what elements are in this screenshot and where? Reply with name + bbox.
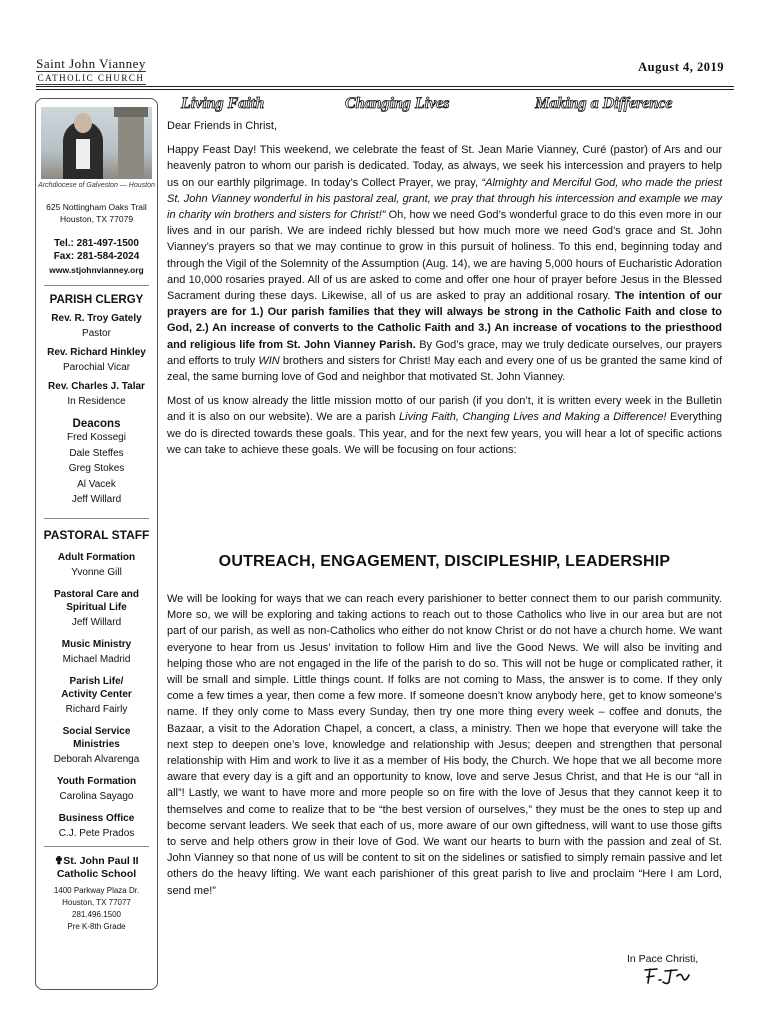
pastor-signature	[641, 966, 693, 991]
staff-name: Yvonne Gill	[71, 566, 122, 578]
motto-making-difference: Making a Difference	[535, 95, 673, 112]
header-rule-bottom	[36, 89, 734, 90]
staff-dept: Youth Formation	[56, 775, 137, 787]
website-link[interactable]: www.stjohnvianney.org	[49, 265, 144, 275]
school-phone: 281.496.1500	[72, 909, 121, 919]
staff-name: Jeff Willard	[71, 616, 122, 628]
clergy-role: Parochial Vicar	[62, 362, 131, 373]
deacon-name: Dale Steffes	[69, 447, 124, 459]
motto-living-faith: Living Faith	[181, 95, 265, 112]
staff-heading: PASTORAL STAFF	[43, 527, 150, 542]
bulletin-date: August 4, 2019	[638, 60, 724, 74]
staff-name: Carolina Sayago	[59, 790, 134, 802]
clergy-name: Rev. Richard Hinkley	[47, 347, 146, 358]
pastor-letter	[167, 118, 722, 458]
deacon-name: Fred Kossegi	[67, 432, 126, 443]
staff-dept: Social Service Ministries	[62, 725, 131, 750]
clergy-name: Rev. R. Troy Gately	[51, 313, 142, 324]
text-run: Most of us know already the little mission motto of our parish (if you don’t, it is written every week in the Bulletin and it is also on our website). We are a parish	[167, 395, 722, 424]
patron-photo	[41, 107, 152, 179]
divider	[44, 846, 149, 847]
motto-changing-lives: Changing Lives	[345, 95, 450, 112]
text-run: Everything we do is directed towards these goals. This year, and for the next few years, you will hear a lot of specific actions we can take to achieve these goals. We will be focusing on four actions:	[167, 411, 722, 456]
collect-prayer-quote: “Almighty and Merciful God, who made the priest St. John Vianney wonderful in his pastoral zeal, grant, we pray that through his intercession and example we may in charity win brothers and sisters for Christ!”	[167, 176, 723, 222]
school-name: ✟St. John Paul II Catholic School	[54, 854, 139, 880]
deacon-name: Greg Stokes	[68, 463, 125, 474]
contact-phones	[36, 237, 157, 263]
letter-paragraph-2	[167, 393, 722, 458]
school-info	[36, 885, 157, 933]
deacon-name: Jeff Willard	[71, 494, 122, 505]
letter-greeting: Dear Friends in Christ,	[167, 120, 278, 132]
staff-name: Deborah Alvarenga	[53, 753, 140, 765]
staff-dept: Pastoral Care and Spiritual Life	[53, 588, 140, 613]
staff-name: C.J. Pete Prados	[58, 827, 135, 839]
address-line: 625 Nottingham Oaks Trail	[46, 202, 147, 212]
clergy-heading: PARISH CLERGY	[49, 294, 144, 306]
address-city: Houston, TX 77079	[59, 214, 134, 224]
text-run: brothers and sisters for Christ! May each and every one of us be granted the same kind of zeal, the same burning love of God and neighbor that motivated St. John Vianney.	[167, 354, 723, 384]
church-tower-image	[118, 111, 144, 179]
staff-dept: Adult Formation	[57, 551, 136, 563]
staff-dept: Business Office	[58, 812, 135, 824]
text-run: By God’s grace, may we truly dedicate ourselves, our prayers and efforts to truly	[167, 338, 722, 367]
sidebar-directory	[35, 98, 158, 990]
letter-paragraph-1	[167, 142, 722, 385]
letter-closing: In Pace Christi,	[627, 953, 699, 965]
school-address: 1400 Parkway Plaza Dr.	[53, 885, 140, 895]
school-grades: Pre K-8th Grade	[67, 921, 126, 931]
logo-title: Saint John Vianney	[36, 56, 146, 71]
outreach-text: We will be looking for ways that we can reach every parishioner to better connect them to our parish community. More so, we will be exploring and taking actions to reach out to those Catholics who live in our area but are not part of our parish, as well as non-Catholics who either do not know Christ or do not have a church home. We want everyone to hear from us Jesus’ invitation to follow Him and live the Good News. We will also be inviting and helping those who are not engaged in the life of the parish to do so. This will not be huge or complicated rather, it will be small and simple. Little things count. If folks are not coming to Mass, the answer is to come. If they only come a few times a year, then come a few more. If someone doesn’t know anybody here, get to know someone’s name. If they only come to Mass every Sunday, then try one more thing every week – coffee and donuts, the Bazaar, a visit to the Adoration Chapel, a concert, a class, a ministry. Then we hope that everyone will take the next step to deepen one’s love, knowledge and relationship with Jesus; deepen and strengthen that personal relationship with Him and work to live it as a member of His body, the Church. We hope that we all become more aware that every day is a gift and an opportunity to know, love and serve Jesus Christ, and that He is our “all in all”! Lastly, we want to have more and more people so on fire with the love of Jesus that they cannot keep it to themselves and come to realize that to be “the best version of ourselves,” they must be the ones to step up and become servant leaders. We seek that each of us, more aware of our own giftedness, will want to use those gifts to serve and help others grow in their love of God. We want our hearts to burn with the passion and zeal of St. John Vianney so that none of us will be content to sit on the sidelines or satisfied to simply remain passive and let others do the heavy lifting. We want each parishioner of this great parish to live and proclaim “Here I am Lord, send me!”	[167, 593, 722, 897]
photo-caption: Archdiocese of Galveston — Houston	[38, 182, 155, 189]
priest-figure-image	[63, 121, 103, 179]
staff-dept: Music Ministry	[61, 638, 132, 650]
letter-paragraph-3	[167, 580, 722, 910]
text-run: Oh, how we need God’s wonderful grace to do this even more in our lives and in our parish. We are indeed richly blessed but how much more we need God’s grace and St. John Vianney’s prayers so that we may continue to grow in this pursuit of holiness. To this end, beginning today and through the Vigil of the Solemnity of the Assumption (Aug. 14), we are having 5,000 hours of Eucharistic Adoration and 10,000 rosaries prayed. All of us are asked to come and offer one hour of prayer before Jesus in the Blessed Sacrament during these days. Likewise, all of us are asked to pray an additional rosary.	[167, 209, 722, 303]
clergy-name: Rev. Charles J. Talar	[48, 381, 145, 392]
section-heading: OUTREACH, ENGAGEMENT, DISCIPLESHIP, LEADERSHIP	[218, 553, 671, 570]
logo-subtitle: CATHOLIC CHURCH	[37, 73, 145, 83]
staff-dept: Parish Life/ Activity Center	[61, 675, 132, 700]
prayer-intentions: The intention of our prayers are for 1.) Our parish families that they will always be strong in the Catholic Faith and close to God, 2.) An increase of converts to the Catholic Faith and 3.) An increase of vocations to the priesthood and religious life from St. John Vianney Parish.	[167, 290, 722, 351]
divider	[44, 518, 149, 519]
deacons-heading: Deacons	[72, 418, 121, 430]
staff-name: Michael Madrid	[62, 653, 131, 665]
deacon-name: Al Vacek	[77, 478, 116, 490]
fax-number: Fax: 281-584-2024	[53, 251, 140, 262]
tel-number: Tel.: 281-497-1500	[54, 238, 139, 249]
clergy-role: In Residence	[67, 396, 126, 407]
text-run: Happy Feast Day! This weekend, we celebrate the feast of St. Jean Marie Vianney, Curé (pastor) of Ars and our heavenly patron to whom our parish is dedicated. Today, as always, we seek his intercession and prayers to help us on our earthly pilgrimage. In today’s Collect Prayer, we pray,	[167, 144, 722, 189]
school-city: Houston, TX 77077	[62, 897, 131, 907]
clergy-role: Pastor	[82, 328, 111, 339]
parish-address	[36, 201, 157, 225]
emphasis-win: WIN	[258, 354, 280, 367]
staff-name: Richard Fairly	[65, 703, 128, 715]
header-rule-top	[36, 86, 734, 87]
parish-motto-quote: Living Faith, Changing Lives and Making a Difference!	[399, 411, 667, 424]
parish-logo	[36, 57, 146, 85]
divider	[44, 285, 149, 286]
